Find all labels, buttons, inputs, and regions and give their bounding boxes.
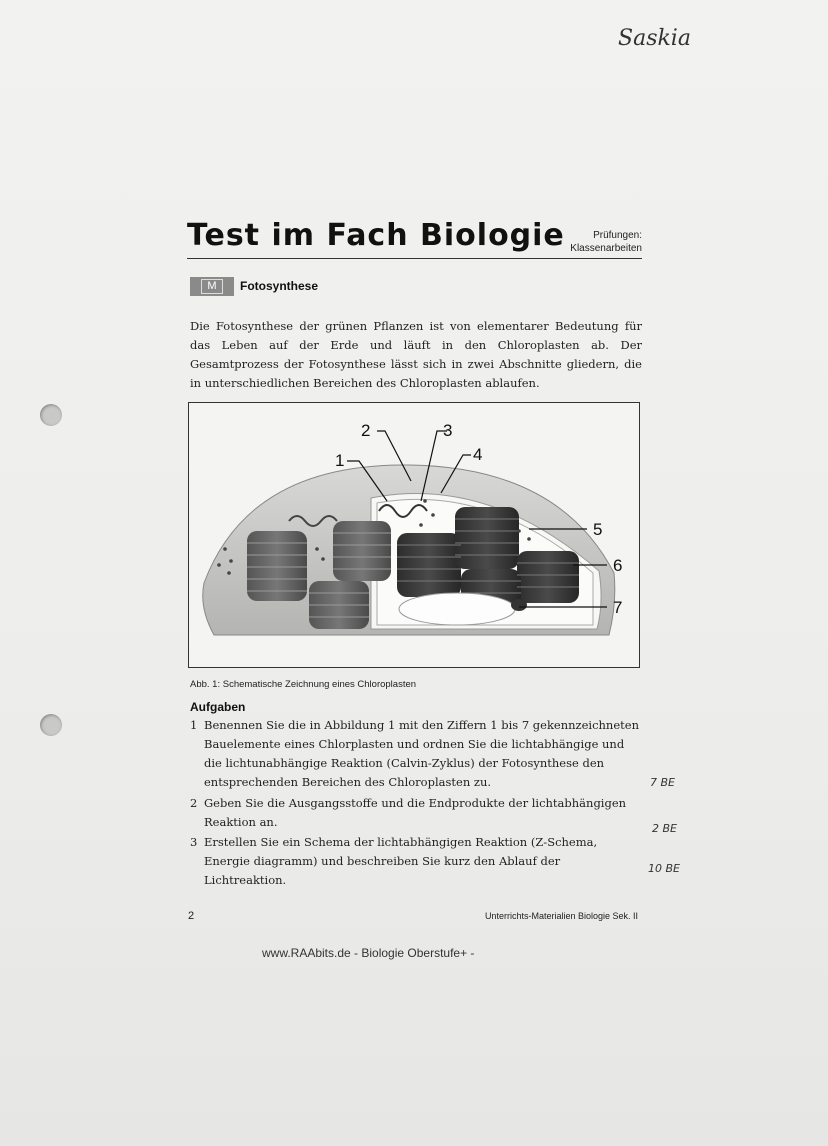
punch-hole-top — [40, 404, 62, 426]
task-text: Geben Sie die Ausgangsstoffe und die Endprodukte der lichtabhängigen Reaktion an. — [204, 796, 627, 829]
page-number: 2 — [188, 910, 195, 922]
task-number: 3 — [190, 835, 198, 849]
figure-label-6: 6 — [613, 556, 623, 575]
figure-label-5: 5 — [593, 520, 603, 539]
footer-source: Unterrichts-Materialien Biologie Sek. II — [484, 911, 638, 921]
footer-url: www.RAAbits.de - Biologie Oberstufe+ - — [262, 946, 475, 960]
points-task-3: 10 BE — [648, 862, 680, 875]
figure-label-1: 1 — [335, 451, 345, 470]
points-task-1: 7 BE — [650, 776, 675, 789]
figure-label-2: 2 — [361, 421, 371, 440]
points-task-2: 2 BE — [652, 822, 677, 835]
handwritten-signature: Saskia — [618, 26, 691, 51]
tasks-heading: Aufgaben — [190, 700, 246, 714]
category-label: Prüfungen: Klassenarbeiten — [570, 230, 642, 254]
title-divider — [187, 258, 642, 259]
figure-caption: Abb. 1: Schematische Zeichnung eines Chloroplasten — [190, 679, 417, 690]
figure-label-7: 7 — [613, 598, 623, 617]
section-title: Fotosynthese — [240, 279, 319, 293]
chloroplast-drawing — [189, 403, 639, 667]
page-title: Test im Fach Biologie — [187, 218, 565, 253]
starch-grain — [399, 593, 515, 625]
task-number: 2 — [190, 796, 198, 810]
task-item — [190, 716, 640, 792]
punch-hole-bottom — [40, 714, 62, 736]
figure-label-3: 3 — [443, 421, 453, 440]
task-number: 1 — [190, 718, 198, 732]
figure-label-4: 4 — [473, 445, 483, 464]
task-item — [190, 833, 640, 890]
intro-paragraph: Die Fotosynthese der grünen Pflanzen ist von elementarer Bedeutung für das Leben auf der Erde und läuft in den Chloroplasten ab. Der Gesamtprozess der Fotosynthese lässt sich in zwei Abschnitte gliedern, die in unterschiedlichen Bereichen des Chloroplasten ablaufen. — [190, 319, 642, 390]
chloroplast-figure — [188, 402, 640, 668]
task-item — [190, 794, 640, 832]
section-badge: M — [190, 277, 234, 296]
task-text: Benennen Sie die in Abbildung 1 mit den Ziffern 1 bis 7 gekennzeichneten Bauelemente eines Chlorplasten und ordnen Sie die lichtabhängige und die lichtunabhängige Reaktion (Calvin-Zyklus) der Fotosynthese den entsprechenden Bereichen des Chloroplasten zu. — [204, 718, 639, 789]
task-text: Erstellen Sie ein Schema der lichtabhängigen Reaktion (Z-Schema, Energie diagramm) und beschreiben Sie kurz den Ablauf der Lichtreaktion. — [204, 835, 598, 887]
